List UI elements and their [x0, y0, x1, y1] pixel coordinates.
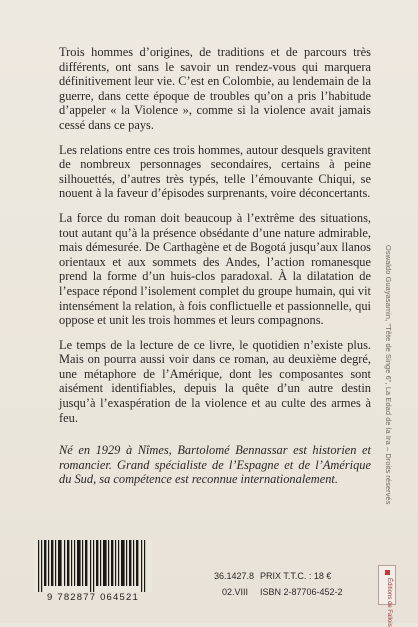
- blurb-paragraph-3: La force du roman doit beaucoup à l’extrême des situations, tout autant qu’à la présence obsédante d’une nature admirable, mais démesurée. De Carthagène et de Bogotá jusqu’aux llanos orientaux et aux sommets des Andes, l’action romanesque prend la forme d’un huis-clos paradoxal. À la dilatation de l’espace répond l’isolement complet du groupe humain, qui vit intensément la relation, à fois conflictuelle et passionnelle, qui oppose et unit les trois hommes et leurs compagnons.: [59, 210, 371, 328]
- logo-mark-icon: [385, 570, 390, 575]
- blurb-paragraph-4: Le temps de la lecture de ce livre, le quotidien n’existe plus. Mais on pourra aussi voir dans ce roman, au deuxième degré, une métaphore de l’Amérique, dont les composantes sont aisément identifiables, depuis la quête d’un autre destin jusqu’à l’exaspération de la violence et au culte des armes à feu.: [59, 337, 371, 425]
- barcode-icon: [34, 540, 152, 592]
- author-bio: Né en 1929 à Nîmes, Bartolomé Bennassar est historien et romancier. Grand spécialiste de l’Espagne et de l’Amérique du Sud, sa compétence est reconnue internationalement.: [59, 443, 371, 487]
- blurb-text: [59, 45, 371, 497]
- blurb-paragraph-1: Trois hommes d’origines, de traditions et de parcours très différents, ont sans le savoir un rendez-vous qui marquera définitivement leur vie. C’est en Colombie, au lendemain de la guerre, dans cette époque de troubles qu’on a pris l’habitude d’appeler « la Violence », comme si la violence avait jamais cessé dans ce pays.: [59, 45, 371, 132]
- catalog-code: 36.1427.8: [214, 571, 255, 581]
- blurb-paragraph-2: Les relations entre ces trois hommes, autour desquels gravitent de nombreux personnages secondaires, certains à peine silhouettés, d’autres très typés, telle l’émouvante Chiqui, se nouent à la faveur d’épisodes surprenants, voire déconcertants.: [59, 142, 371, 201]
- price: PRIX T.T.C. : 18 €: [260, 571, 332, 581]
- logo-text: Éditions de Fallois: [386, 578, 392, 627]
- cover-credit: Oswaldo Guayasamin, "Tête de Singe 6", La Edad de la Ira – Droits réservés: [384, 245, 393, 505]
- isbn: ISBN 2-87706-452-2: [260, 587, 343, 597]
- edition-code: 02.VIII: [222, 587, 249, 597]
- barcode-number: 9 782877 064521: [47, 592, 139, 603]
- publisher-logo: [378, 565, 396, 627]
- barcode: [34, 540, 152, 604]
